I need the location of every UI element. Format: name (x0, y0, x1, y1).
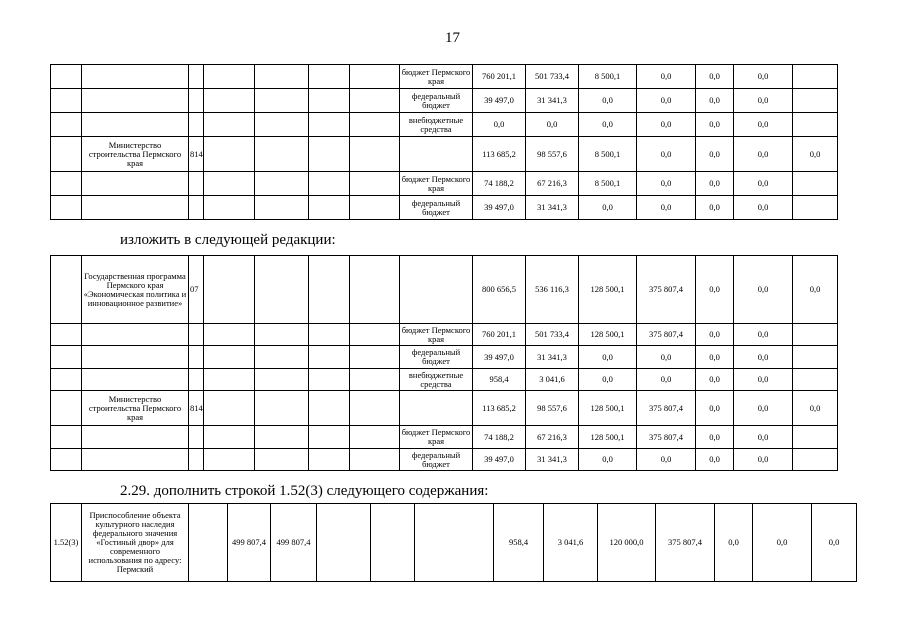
table-cell: федеральный бюджет (400, 89, 473, 113)
table-cell (309, 346, 350, 369)
table-cell: 800 656,5 (473, 256, 526, 324)
table-cell (255, 426, 309, 449)
table-cell: 0,0 (696, 256, 734, 324)
table-cell (189, 346, 204, 369)
table-cell (255, 113, 309, 137)
table-cell: 8 500,1 (579, 137, 637, 172)
table-cell: 3 041,6 (526, 369, 579, 391)
table-cell (82, 324, 189, 346)
table-cell (793, 449, 838, 471)
table-cell: 760 201,1 (473, 65, 526, 89)
table-cell: 3 041,6 (544, 504, 598, 582)
table-cell (309, 391, 350, 426)
table-cell (82, 172, 189, 196)
table-cell (51, 172, 82, 196)
table-cell (189, 426, 204, 449)
table-cell (309, 449, 350, 471)
table-cell: 74 188,2 (473, 172, 526, 196)
table-row (51, 113, 838, 137)
table-cell: 67 216,3 (526, 172, 579, 196)
table-cell (204, 426, 255, 449)
table-row (51, 324, 838, 346)
table-cell: 31 341,3 (526, 346, 579, 369)
table-cell: 39 497,0 (473, 449, 526, 471)
budget-table-added-row (50, 503, 857, 582)
table-cell (415, 504, 494, 582)
table-cell (350, 137, 400, 172)
table-cell (204, 346, 255, 369)
table-cell: 74 188,2 (473, 426, 526, 449)
table-cell (255, 196, 309, 220)
table-cell (189, 65, 204, 89)
table-cell: внебюджетные средства (400, 113, 473, 137)
table-cell: федеральный бюджет (400, 346, 473, 369)
table-cell (82, 196, 189, 220)
table-cell (309, 65, 350, 89)
table-cell (204, 172, 255, 196)
table-cell: 0,0 (734, 65, 793, 89)
table-cell: 501 733,4 (526, 324, 579, 346)
table-cell (51, 137, 82, 172)
table-cell: 0,0 (579, 89, 637, 113)
table-cell (350, 196, 400, 220)
table-cell: 67 216,3 (526, 426, 579, 449)
table-cell (309, 137, 350, 172)
table-cell: 39 497,0 (473, 346, 526, 369)
table-cell (189, 504, 228, 582)
table-cell: 958,4 (494, 504, 544, 582)
table-cell: 0,0 (696, 346, 734, 369)
table-cell: 07 (189, 256, 204, 324)
table-cell (793, 426, 838, 449)
table-cell: 0,0 (579, 369, 637, 391)
table-cell: 0,0 (579, 449, 637, 471)
table-cell: 98 557,6 (526, 391, 579, 426)
table-cell (793, 196, 838, 220)
table-cell: 760 201,1 (473, 324, 526, 346)
table-cell (350, 369, 400, 391)
table-cell: 31 341,3 (526, 196, 579, 220)
table-cell: 0,0 (696, 113, 734, 137)
table-cell (82, 449, 189, 471)
table-row (51, 391, 838, 426)
table-cell (204, 137, 255, 172)
table-cell (255, 324, 309, 346)
table-cell: 0,0 (637, 89, 696, 113)
table-cell (51, 449, 82, 471)
table-cell: Государственная программа Пермского края «Экономическая политика и инновационное развитие» (82, 256, 189, 324)
table-cell (189, 369, 204, 391)
table-cell (82, 89, 189, 113)
table-cell: 0,0 (734, 89, 793, 113)
table-cell: 375 807,4 (656, 504, 715, 582)
table-cell: 0,0 (579, 346, 637, 369)
table-cell (82, 65, 189, 89)
table-cell (350, 256, 400, 324)
table-cell: 0,0 (637, 172, 696, 196)
table-cell: федеральный бюджет (400, 449, 473, 471)
table-cell (309, 256, 350, 324)
table-cell (793, 346, 838, 369)
table-cell: 375 807,4 (637, 256, 696, 324)
table-cell (204, 89, 255, 113)
table-cell (51, 256, 82, 324)
table-cell: 0,0 (696, 324, 734, 346)
budget-table-old (50, 64, 838, 220)
table-cell: 113 685,2 (473, 137, 526, 172)
table-cell: 814 (189, 391, 204, 426)
table-cell (793, 369, 838, 391)
table-cell: 39 497,0 (473, 196, 526, 220)
table-cell: 814 (189, 137, 204, 172)
table-cell (793, 113, 838, 137)
table-cell: 0,0 (812, 504, 857, 582)
table-cell: 375 807,4 (637, 391, 696, 426)
table-cell: 0,0 (734, 369, 793, 391)
table-cell: бюджет Пермского края (400, 324, 473, 346)
table-cell (350, 449, 400, 471)
table-cell: 0,0 (637, 369, 696, 391)
table-cell (51, 113, 82, 137)
table-row (51, 426, 838, 449)
table-cell (189, 172, 204, 196)
heading-new-edition: изложить в следующей редакции: (120, 232, 336, 248)
table-cell: 536 116,3 (526, 256, 579, 324)
table-cell: 0,0 (637, 449, 696, 471)
table-cell: 0,0 (696, 196, 734, 220)
table-cell: бюджет Пермского края (400, 426, 473, 449)
table-cell (189, 89, 204, 113)
table-cell: 0,0 (734, 391, 793, 426)
table-cell (255, 391, 309, 426)
table-cell: 499 807,4 (228, 504, 271, 582)
table-cell (51, 426, 82, 449)
table-cell (204, 391, 255, 426)
table-cell (350, 426, 400, 449)
table-cell (204, 65, 255, 89)
table-cell (371, 504, 415, 582)
table-cell: 958,4 (473, 369, 526, 391)
table-cell (255, 369, 309, 391)
heading-add-row: 2.29. дополнить строкой 1.52(3) следующего содержания: (120, 483, 489, 499)
table-cell (204, 113, 255, 137)
table-cell (82, 369, 189, 391)
table-cell (309, 426, 350, 449)
table-cell (793, 65, 838, 89)
table-cell (189, 324, 204, 346)
table-cell (350, 346, 400, 369)
table-cell (255, 449, 309, 471)
table-cell: Приспособление объекта культурного наследия федерального значения «Гостиный двор» для современного использования по адресу: Пермский (82, 504, 189, 582)
table-cell: 128 500,1 (579, 324, 637, 346)
table-row (51, 65, 838, 89)
table-cell: 0,0 (473, 113, 526, 137)
table-cell (309, 89, 350, 113)
table-cell (350, 65, 400, 89)
table-row (51, 504, 857, 582)
table-cell: 0,0 (734, 256, 793, 324)
table-cell: 0,0 (753, 504, 812, 582)
table-cell: 0,0 (696, 391, 734, 426)
table-cell: федеральный бюджет (400, 196, 473, 220)
table-cell (350, 89, 400, 113)
table-cell: 0,0 (696, 137, 734, 172)
table-cell (204, 369, 255, 391)
table-cell (204, 449, 255, 471)
table-cell: внебюджетные средства (400, 369, 473, 391)
table-cell: 0,0 (734, 346, 793, 369)
table-cell (255, 346, 309, 369)
table-cell (51, 346, 82, 369)
table-cell: 113 685,2 (473, 391, 526, 426)
table-cell: 0,0 (793, 137, 838, 172)
table-cell (51, 89, 82, 113)
table-cell (350, 113, 400, 137)
table-cell (255, 137, 309, 172)
table-cell: 0,0 (696, 89, 734, 113)
table-cell (82, 426, 189, 449)
table-cell (51, 65, 82, 89)
table-row (51, 172, 838, 196)
table-cell (255, 65, 309, 89)
table-cell (317, 504, 371, 582)
table-cell: бюджет Пермского края (400, 65, 473, 89)
table-cell: 501 733,4 (526, 65, 579, 89)
table-cell (793, 89, 838, 113)
table-cell: 0,0 (696, 449, 734, 471)
table-cell (350, 172, 400, 196)
table-cell: 0,0 (793, 391, 838, 426)
table-cell (309, 196, 350, 220)
table-cell (309, 324, 350, 346)
table-cell: 0,0 (734, 196, 793, 220)
table-cell (793, 172, 838, 196)
table-row (51, 89, 838, 113)
table-cell: 0,0 (696, 426, 734, 449)
table-cell: 0,0 (696, 369, 734, 391)
table-cell (204, 256, 255, 324)
table-cell: 0,0 (734, 449, 793, 471)
table-cell: 375 807,4 (637, 324, 696, 346)
table-cell (350, 324, 400, 346)
table-cell: 128 500,1 (579, 426, 637, 449)
table-cell: 0,0 (637, 196, 696, 220)
table-cell (309, 172, 350, 196)
table-cell: 0,0 (579, 113, 637, 137)
table-cell: 0,0 (734, 137, 793, 172)
table-cell: 8 500,1 (579, 172, 637, 196)
table-cell: 0,0 (637, 346, 696, 369)
table-cell (400, 256, 473, 324)
table-row (51, 369, 838, 391)
table-cell (255, 89, 309, 113)
table-row (51, 346, 838, 369)
table-cell (400, 391, 473, 426)
table-cell: 375 807,4 (637, 426, 696, 449)
table-cell: 31 341,3 (526, 449, 579, 471)
table-cell: 0,0 (793, 256, 838, 324)
table-cell (309, 369, 350, 391)
table-cell: 98 557,6 (526, 137, 579, 172)
table-cell: 0,0 (734, 113, 793, 137)
table-cell (350, 391, 400, 426)
table-row (51, 137, 838, 172)
table-cell: Министерство строительства Пермского края (82, 137, 189, 172)
table-cell: 0,0 (734, 426, 793, 449)
table-cell (51, 391, 82, 426)
table-cell: 128 500,1 (579, 391, 637, 426)
table-cell: Министерство строительства Пермского края (82, 391, 189, 426)
table-cell (51, 369, 82, 391)
table-cell: 1.52(3) (51, 504, 82, 582)
table-cell: 0,0 (526, 113, 579, 137)
table-cell: бюджет Пермского края (400, 172, 473, 196)
table-row (51, 256, 838, 324)
table-cell (82, 113, 189, 137)
table-cell: 0,0 (734, 172, 793, 196)
table-cell: 0,0 (579, 196, 637, 220)
table-cell: 0,0 (637, 113, 696, 137)
table-cell (189, 449, 204, 471)
table-cell (189, 113, 204, 137)
table-cell (204, 196, 255, 220)
table-cell: 499 807,4 (271, 504, 317, 582)
table-cell (189, 196, 204, 220)
table-cell: 0,0 (715, 504, 753, 582)
table-cell (51, 324, 82, 346)
table-cell (204, 324, 255, 346)
table-cell: 0,0 (734, 324, 793, 346)
table-cell: 39 497,0 (473, 89, 526, 113)
table-cell: 31 341,3 (526, 89, 579, 113)
page-number: 17 (445, 30, 460, 46)
table-cell: 8 500,1 (579, 65, 637, 89)
budget-table-new (50, 255, 838, 471)
table-cell: 0,0 (696, 65, 734, 89)
table-cell (51, 196, 82, 220)
table-cell (82, 346, 189, 369)
table-cell: 0,0 (637, 137, 696, 172)
table-cell: 0,0 (696, 172, 734, 196)
table-row (51, 196, 838, 220)
table-cell (400, 137, 473, 172)
table-cell (793, 324, 838, 346)
table-cell (255, 172, 309, 196)
table-cell: 120 000,0 (598, 504, 656, 582)
table-cell (255, 256, 309, 324)
table-row (51, 449, 838, 471)
table-cell: 0,0 (637, 65, 696, 89)
table-cell (309, 113, 350, 137)
table-cell: 128 500,1 (579, 256, 637, 324)
